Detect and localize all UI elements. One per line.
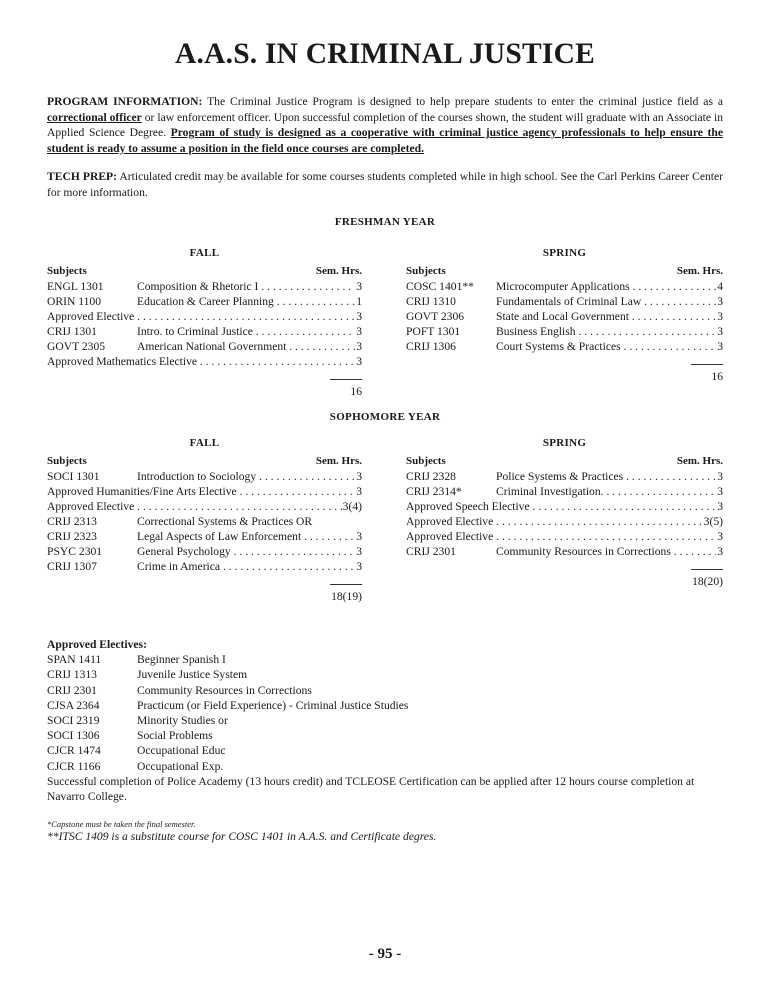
column-header xyxy=(47,454,362,469)
total-hours: 16 xyxy=(350,385,362,398)
course-row xyxy=(47,544,362,559)
elective-name: Juvenile Justice System xyxy=(137,668,248,682)
course-row xyxy=(406,469,723,484)
course-hours: 3 xyxy=(356,530,362,543)
course-code: CRIJ 1310 xyxy=(406,295,456,308)
elective-code: CJSA 2364 xyxy=(47,698,100,712)
elective-name: Practicum (or Field Experience) - Criminal Justice Studies xyxy=(137,698,409,712)
course-row xyxy=(47,484,362,499)
course-row xyxy=(47,309,362,324)
course-code: CRIJ 2323 xyxy=(47,530,97,543)
subjects-label: Subjects xyxy=(406,455,446,467)
column-header xyxy=(406,264,723,279)
course-hours: 3 xyxy=(717,470,723,483)
course-code: CRIJ 2301 xyxy=(406,545,456,558)
course-hours: 3(4) xyxy=(342,500,362,513)
elective-name: Community Resources in Corrections xyxy=(137,683,312,697)
course-row xyxy=(406,544,723,559)
course-code: CRIJ 1306 xyxy=(406,340,456,353)
program-information xyxy=(47,94,723,156)
course-code: SOCI 1301 xyxy=(47,470,100,483)
course-row xyxy=(47,279,362,294)
semester-total xyxy=(47,369,362,399)
course-hours: 3 xyxy=(717,545,723,558)
course-hours: 3 xyxy=(717,530,723,543)
elective-name: Beginner Spanish I xyxy=(137,653,226,667)
sophomore-year-heading: SOPHOMORE YEAR xyxy=(329,411,441,423)
course-name: Crime in America . . . xyxy=(137,559,355,574)
course-row xyxy=(47,294,362,309)
program-info-text1: The Criminal Justice Program is designed to help prepare students to enter the criminal justice field as a xyxy=(202,95,723,108)
course-row xyxy=(406,529,723,544)
course-row xyxy=(406,324,723,339)
course-name: American National Government . . . xyxy=(137,339,355,354)
page-number: - 95 - xyxy=(368,946,402,962)
course-name: Criminal Investigation. . . . xyxy=(496,484,716,499)
course-row xyxy=(47,514,362,529)
course-hours: 3 xyxy=(356,470,362,483)
course-code: CRIJ 2314* xyxy=(406,485,462,498)
course-code: CRIJ 2313 xyxy=(47,515,97,528)
course-row xyxy=(406,309,723,324)
course-name: Microcomputer Applications . . . xyxy=(496,279,716,294)
freshman-fall-column xyxy=(47,246,362,399)
course-name: Approved Elective . . . xyxy=(47,499,342,514)
capstone-footnote: *Capstone must be taken the final semester. xyxy=(47,819,196,829)
freshman-spring-column xyxy=(406,246,723,384)
course-hours: 3 xyxy=(717,485,723,498)
elective-code: CRIJ 1313 xyxy=(47,668,97,682)
course-name: Legal Aspects of Law Enforcement . . . xyxy=(137,529,355,544)
program-info-underline1: correctional officer xyxy=(47,110,142,124)
course-name: Intro. to Criminal Justice . . . xyxy=(137,324,355,339)
semester-total xyxy=(406,559,723,589)
freshman-fall-heading: FALL xyxy=(189,247,220,259)
approved-electives xyxy=(47,637,723,804)
total-rule xyxy=(691,569,723,570)
course-name: Community Resources in Corrections . . . xyxy=(496,544,716,559)
electives-note: Successful completion of Police Academy (13 hours credit) and TCLEOSE Certification can be applied after 12 hours course completion at Navarro College. xyxy=(47,774,695,804)
sem-hrs-label: Sem. Hrs. xyxy=(315,455,362,467)
course-hours: 3 xyxy=(356,485,362,498)
itsc-footnote: **ITSC 1409 is a substitute course for COSC 1401 in A.A.S. and Certificate degres. xyxy=(47,830,437,843)
subjects-label: Subjects xyxy=(47,265,87,277)
elective-row xyxy=(47,759,723,774)
course-hours: 3 xyxy=(717,500,723,513)
course-name: Composition & Rhetoric I . . . xyxy=(137,279,355,294)
course-name: General Psychology . . . xyxy=(137,544,355,559)
freshman-year-heading: FRESHMAN YEAR xyxy=(334,216,436,228)
total-hours: 18(20) xyxy=(692,575,723,588)
total-hours: 18(19) xyxy=(331,590,362,603)
course-row xyxy=(406,514,723,529)
course-name: Fundamentals of Criminal Law . . . xyxy=(496,294,716,309)
subjects-label: Subjects xyxy=(406,265,446,277)
total-hours: 16 xyxy=(711,370,723,383)
course-name: Approved Elective . . . xyxy=(47,309,355,324)
course-hours: 3 xyxy=(356,340,362,353)
course-hours: 3 xyxy=(717,295,723,308)
course-hours: 3 xyxy=(717,310,723,323)
course-hours: 3 xyxy=(717,325,723,338)
course-row xyxy=(47,469,362,484)
course-name: Approved Mathematics Elective . . . xyxy=(47,354,355,369)
course-name: Education & Career Planning . . . xyxy=(137,294,355,309)
course-code: PSYC 2301 xyxy=(47,545,103,558)
course-name: Approved Speech Elective . . . xyxy=(406,499,716,514)
tech-prep-text: Articulated credit may be available for some courses students completed while in high school. See the Carl Perkins Career Center for more information. xyxy=(47,170,723,199)
course-name: Court Systems & Practices . . . xyxy=(496,339,716,354)
course-hours: 3 xyxy=(717,340,723,353)
tech-prep-label: TECH PREP: xyxy=(47,170,118,183)
column-header xyxy=(47,264,362,279)
course-name: Approved Elective . . . xyxy=(406,514,703,529)
course-row xyxy=(47,354,362,369)
sem-hrs-label: Sem. Hrs. xyxy=(315,265,362,277)
course-hours: 4 xyxy=(717,280,723,293)
course-code: CRIJ 2328 xyxy=(406,470,456,483)
course-code: CRIJ 1307 xyxy=(47,560,97,573)
course-hours: 3 xyxy=(356,560,362,573)
elective-name: Minority Studies or xyxy=(137,714,228,728)
elective-row xyxy=(47,713,723,728)
course-row xyxy=(406,484,723,499)
course-row xyxy=(406,294,723,309)
program-info-underline2: Program of study is designed as a cooperative with criminal justice agency professionals to help ensure the student is ready to assume a position in the field once courses are completed. xyxy=(47,126,724,155)
course-row xyxy=(47,339,362,354)
sem-hrs-label: Sem. Hrs. xyxy=(676,455,723,467)
elective-row xyxy=(47,728,723,743)
course-code: COSC 1401** xyxy=(406,280,474,293)
sophomore-spring-column xyxy=(406,436,723,589)
course-hours: 3 xyxy=(356,280,362,293)
elective-row xyxy=(47,652,723,667)
course-hours: 3 xyxy=(356,325,362,338)
course-code: ORIN 1100 xyxy=(47,295,101,308)
electives-heading: Approved Electives: xyxy=(47,638,147,651)
elective-code: SOCI 2319 xyxy=(47,714,100,728)
sophomore-spring-heading: SPRING xyxy=(542,437,587,449)
course-hours: 3 xyxy=(356,355,362,368)
total-rule xyxy=(330,379,362,380)
elective-row xyxy=(47,667,723,682)
course-hours: 3 xyxy=(356,310,362,323)
elective-code: CRIJ 2301 xyxy=(47,683,97,697)
total-rule xyxy=(691,364,723,365)
elective-code: CJCR 1166 xyxy=(47,759,101,773)
column-header xyxy=(406,454,723,469)
course-hours: 1 xyxy=(356,295,362,308)
freshman-spring-heading: SPRING xyxy=(542,247,587,259)
course-name: Business English . . . xyxy=(496,324,716,339)
total-rule xyxy=(330,584,362,585)
tech-prep xyxy=(47,169,723,200)
course-name: Police Systems & Practices . . . xyxy=(496,469,716,484)
program-info-label: PROGRAM INFORMATION: xyxy=(47,95,203,108)
elective-code: CJCR 1474 xyxy=(47,744,101,758)
course-code: CRIJ 1301 xyxy=(47,325,97,338)
course-row xyxy=(47,499,362,514)
elective-code: SOCI 1306 xyxy=(47,729,100,743)
course-name: Approved Elective . . . xyxy=(406,529,716,544)
course-row xyxy=(406,279,723,294)
course-code: ENGL 1301 xyxy=(47,280,104,293)
program-info-text2: or law enforcement officer. Upon successful completion of the courses shown, the student will graduate with an Associate in Applied Science Degree. xyxy=(47,110,723,139)
course-name: Approved Humanities/Fine Arts Elective . . . xyxy=(47,484,355,499)
elective-name: Occupational Educ xyxy=(137,744,226,758)
elective-name: Occupational Exp. xyxy=(137,759,224,773)
elective-name: Social Problems xyxy=(137,729,213,743)
course-row xyxy=(406,339,723,354)
course-hours: 3 xyxy=(356,545,362,558)
elective-row xyxy=(47,743,723,758)
course-name: State and Local Government . . . xyxy=(496,309,716,324)
sophomore-fall-heading: FALL xyxy=(189,437,220,449)
elective-row xyxy=(47,698,723,713)
course-code: GOVT 2306 xyxy=(406,310,465,323)
course-name: Introduction to Sociology . . . xyxy=(137,469,355,484)
elective-row xyxy=(47,683,723,698)
course-hours: 3(5) xyxy=(703,515,723,528)
elective-code: SPAN 1411 xyxy=(47,653,102,667)
semester-total xyxy=(47,574,362,604)
course-row xyxy=(406,499,723,514)
subjects-label: Subjects xyxy=(47,455,87,467)
course-name: Correctional Systems & Practices OR xyxy=(137,515,313,528)
course-code: POFT 1301 xyxy=(406,325,461,338)
sem-hrs-label: Sem. Hrs. xyxy=(676,265,723,277)
course-row xyxy=(47,324,362,339)
course-row xyxy=(47,559,362,574)
page-title: A.A.S. IN CRIMINAL JUSTICE xyxy=(175,38,595,70)
semester-total xyxy=(406,354,723,384)
course-code: GOVT 2305 xyxy=(47,340,106,353)
course-row xyxy=(47,529,362,544)
sophomore-fall-column xyxy=(47,436,362,604)
